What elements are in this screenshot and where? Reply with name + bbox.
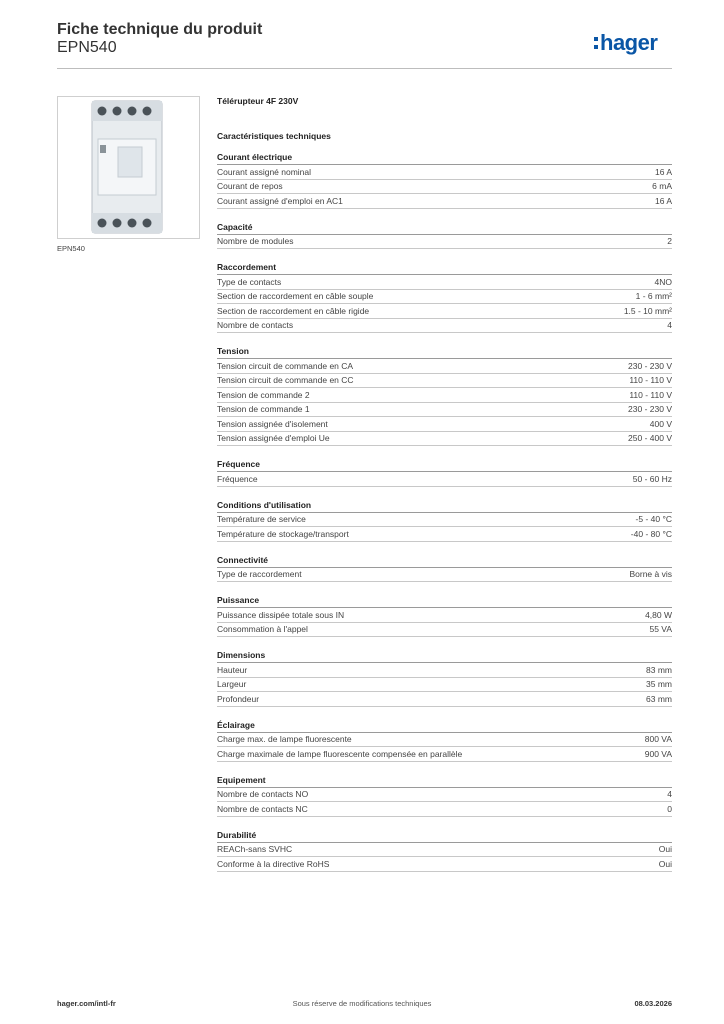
spec-section: [217, 719, 672, 762]
spec-value: 0: [667, 803, 672, 814]
spec-label: Nombre de modules: [217, 236, 294, 247]
spec-value: 1.5 - 10 mm²: [623, 305, 672, 316]
contactor-device-icon: [58, 97, 199, 238]
tech-heading: Caractéristiques techniques: [217, 131, 331, 141]
spec-value: 4NO: [654, 276, 672, 287]
spec-value: 55 VA: [649, 624, 672, 635]
spec-label: Courant assigné d'emploi en AC1: [217, 195, 343, 206]
logo-dots-icon: [594, 35, 598, 51]
spec-row: [217, 843, 672, 858]
spec-row: [217, 472, 672, 487]
spec-value: 6 mA: [652, 181, 672, 192]
spec-label: Profondeur: [217, 693, 260, 704]
spec-value: 16 A: [654, 166, 672, 177]
section-title: Courant électrique: [217, 151, 672, 165]
section-title: Connectivité: [217, 554, 672, 568]
spec-section: [217, 594, 672, 637]
section-title: Tension: [217, 345, 672, 359]
spec-label: Tension de commande 1: [217, 404, 310, 415]
spec-value: 4: [667, 789, 672, 800]
spec-section: [217, 649, 672, 707]
spec-section: [217, 261, 672, 333]
spec-row: [217, 733, 672, 748]
spec-value: 800 VA: [644, 734, 672, 745]
spec-section: [217, 151, 672, 209]
spec-row: [217, 235, 672, 250]
spec-section: [217, 221, 672, 250]
spec-value: 230 - 230 V: [628, 404, 672, 415]
spec-label: Température de stockage/transport: [217, 528, 349, 539]
spec-row: [217, 788, 672, 803]
spec-label: Hauteur: [217, 664, 248, 675]
spec-value: 35 mm: [646, 679, 672, 690]
spec-value: 16 A: [654, 195, 672, 206]
page-title: Fiche technique du produit: [57, 21, 263, 38]
spec-label: Type de raccordement: [217, 569, 302, 580]
spec-label: Tension assignée d'emploi Ue: [217, 433, 330, 444]
spec-label: Largeur: [217, 679, 247, 690]
spec-label: Consommation à l'appel: [217, 624, 308, 635]
spec-value: 63 mm: [646, 693, 672, 704]
spec-label: REACh-sans SVHC: [217, 844, 293, 855]
spec-label: Nombre de contacts NC: [217, 803, 308, 814]
spec-value: Oui: [658, 858, 672, 869]
spec-section: [217, 829, 672, 872]
spec-label: Tension circuit de commande en CC: [217, 375, 354, 386]
spec-row: [217, 802, 672, 817]
section-title: Capacité: [217, 221, 672, 235]
spec-row: [217, 623, 672, 638]
footer-disclaimer: Sous réserve de modifications techniques: [292, 999, 432, 1008]
section-title: Conditions d'utilisation: [217, 499, 672, 513]
spec-row: [217, 513, 672, 528]
spec-row: [217, 374, 672, 389]
section-title: Raccordement: [217, 261, 672, 275]
spec-row: [217, 608, 672, 623]
spec-row: [217, 319, 672, 334]
spec-row: [217, 290, 672, 305]
spec-row: [217, 857, 672, 872]
section-title: Fréquence: [217, 458, 672, 472]
spec-label: Type de contacts: [217, 276, 282, 287]
spec-label: Tension assignée d'isolement: [217, 418, 328, 429]
spec-value: 110 - 110 V: [629, 375, 672, 386]
product-name: Télérupteur 4F 230V: [217, 96, 299, 106]
product-image-caption: EPN540: [57, 244, 85, 253]
spec-sections: [217, 151, 672, 872]
product-code: EPN540: [57, 39, 117, 56]
spec-section: [217, 774, 672, 817]
spec-row: [217, 678, 672, 693]
spec-section: [217, 554, 672, 583]
spec-content: [217, 94, 672, 872]
spec-label: Courant de repos: [217, 181, 283, 192]
spec-value: 230 - 230 V: [628, 360, 672, 371]
section-title: Equipement: [217, 774, 672, 788]
spec-section: [217, 458, 672, 487]
spec-value: 900 VA: [644, 748, 672, 759]
spec-value: 4,80 W: [645, 609, 672, 620]
spec-value: Oui: [658, 844, 672, 855]
spec-value: -5 - 40 °C: [635, 514, 672, 525]
spec-row: [217, 417, 672, 432]
spec-label: Température de service: [217, 514, 306, 525]
spec-label: Section de raccordement en câble rigide: [217, 305, 370, 316]
spec-value: 400 V: [649, 418, 672, 429]
spec-row: [217, 388, 672, 403]
spec-value: 1 - 6 mm²: [635, 291, 672, 302]
spec-row: [217, 663, 672, 678]
spec-row: [217, 180, 672, 195]
spec-row: [217, 359, 672, 374]
spec-label: Puissance dissipée totale sous IN: [217, 609, 345, 620]
spec-row: [217, 568, 672, 583]
spec-row: [217, 527, 672, 542]
spec-label: Tension de commande 2: [217, 389, 310, 400]
hager-logo: [594, 30, 657, 56]
spec-label: Section de raccordement en câble souple: [217, 291, 374, 302]
spec-row: [217, 275, 672, 290]
spec-value: 83 mm: [646, 664, 672, 675]
spec-row: [217, 194, 672, 209]
spec-value: 2: [667, 236, 672, 247]
spec-value: 250 - 400 V: [628, 433, 672, 444]
spec-label: Courant assigné nominal: [217, 166, 312, 177]
section-title: Éclairage: [217, 719, 672, 733]
section-title: Puissance: [217, 594, 672, 608]
spec-value: Borne à vis: [629, 569, 672, 580]
logo-text: hager: [600, 30, 658, 55]
spec-label: Conforme à la directive RoHS: [217, 858, 330, 869]
spec-value: 50 - 60 Hz: [632, 473, 672, 484]
spec-row: [217, 747, 672, 762]
section-title: Dimensions: [217, 649, 672, 663]
spec-value: -40 - 80 °C: [630, 528, 672, 539]
spec-label: Nombre de contacts NO: [217, 789, 309, 800]
spec-row: [217, 432, 672, 447]
header-divider: [57, 68, 672, 69]
footer-website: hager.com/intl-fr: [57, 999, 116, 1008]
spec-label: Charge max. de lampe fluorescente: [217, 734, 352, 745]
spec-row: [217, 403, 672, 418]
footer-date: 08.03.2026: [634, 999, 672, 1008]
spec-row: [217, 692, 672, 707]
spec-row: [217, 304, 672, 319]
spec-label: Tension circuit de commande en CA: [217, 360, 354, 371]
spec-row: [217, 165, 672, 180]
spec-value: 4: [667, 320, 672, 331]
spec-value: 110 - 110 V: [629, 389, 672, 400]
spec-section: [217, 345, 672, 446]
product-image: [57, 96, 200, 239]
spec-label: Nombre de contacts: [217, 320, 294, 331]
spec-label: Charge maximale de lampe fluorescente compensée en parallèle: [217, 748, 463, 759]
spec-label: Fréquence: [217, 473, 258, 484]
section-title: Durabilité: [217, 829, 672, 843]
spec-section: [217, 499, 672, 542]
